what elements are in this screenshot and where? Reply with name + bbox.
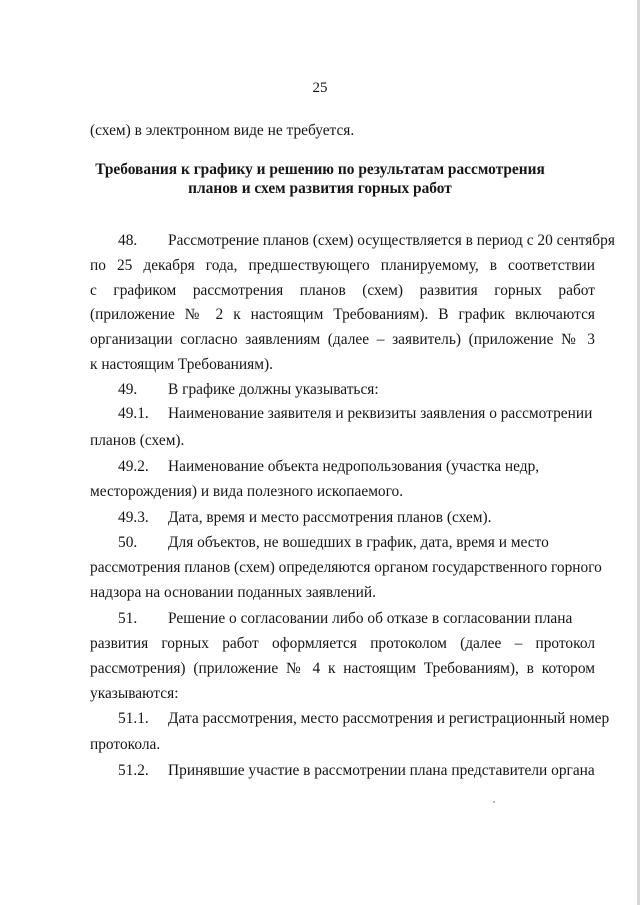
page-number: 25: [312, 80, 328, 96]
paragraph-51-line-3: рассмотрения) (приложение № 4 к настоящим Требованиям), в котором: [90, 660, 595, 677]
paragraph-51-1-line-1: 51.1. Дата рассмотрения, место рассмотрения и регистрационный номер: [118, 710, 610, 727]
paragraph-51-1-line-2: протокола.: [90, 736, 161, 753]
section-heading-line-1: Требования к графику и решению по результатам рассмотрения: [95, 161, 545, 178]
paragraph-49-1-line-2: планов (схем).: [90, 432, 185, 449]
section-heading-line-2: планов и схем развития горных работ: [188, 180, 452, 197]
paragraph-48-line-2: по 25 декабря года, предшествующего планируемому, в соответствии: [90, 257, 595, 274]
paragraph-50-line-3: надзора на основании поданных заявлений.: [90, 584, 376, 601]
paragraph-49-2-line-1: 49.2. Наименование объекта недропользования (участка недр,: [118, 458, 540, 475]
paragraph-48-line-1: 48. Рассмотрение планов (схем) осуществляется в период с 20 сентября: [118, 232, 615, 249]
paragraph-51-line-1: 51. Решение о согласовании либо об отказе в согласовании плана: [118, 610, 573, 627]
paragraph-50-line-1: 50. Для объектов, не вошедших в график, дата, время и место: [118, 534, 549, 551]
paragraph-48-line-6: к настоящим Требованиям).: [90, 356, 273, 373]
paragraph-51-2-line-1: 51.2. Принявшие участие в рассмотрении плана представители органа: [118, 762, 595, 779]
text-line: (схем) в электронном виде не требуется.: [90, 122, 355, 139]
paragraph-49: 49. В графике должны указываться:: [118, 381, 379, 398]
paragraph-49-2-line-2: месторождения) и вида полезного ископаемого.: [90, 483, 404, 500]
paragraph-48-line-5: организации согласно заявлениям (далее – заявитель) (приложение № 3: [90, 331, 595, 348]
paragraph-49-3: 49.3. Дата, время и место рассмотрения планов (схем).: [118, 509, 492, 526]
paragraph-51-line-2: развития горных работ оформляется протоколом (далее – протокол: [90, 635, 595, 652]
paragraph-48-line-3: с графиком рассмотрения планов (схем) развития горных работ: [90, 282, 595, 299]
paragraph-51-line-4: указываются:: [90, 685, 179, 702]
paragraph-49-1-line-1: 49.1. Наименование заявителя и реквизиты заявления о рассмотрении: [118, 405, 593, 422]
scan-speck: [493, 801, 495, 803]
paragraph-50-line-2: рассмотрения планов (схем) определяются органом государственного горного: [90, 559, 602, 576]
paragraph-48-line-4: (приложение № 2 к настоящим Требованиям). В график включаются: [90, 306, 595, 323]
